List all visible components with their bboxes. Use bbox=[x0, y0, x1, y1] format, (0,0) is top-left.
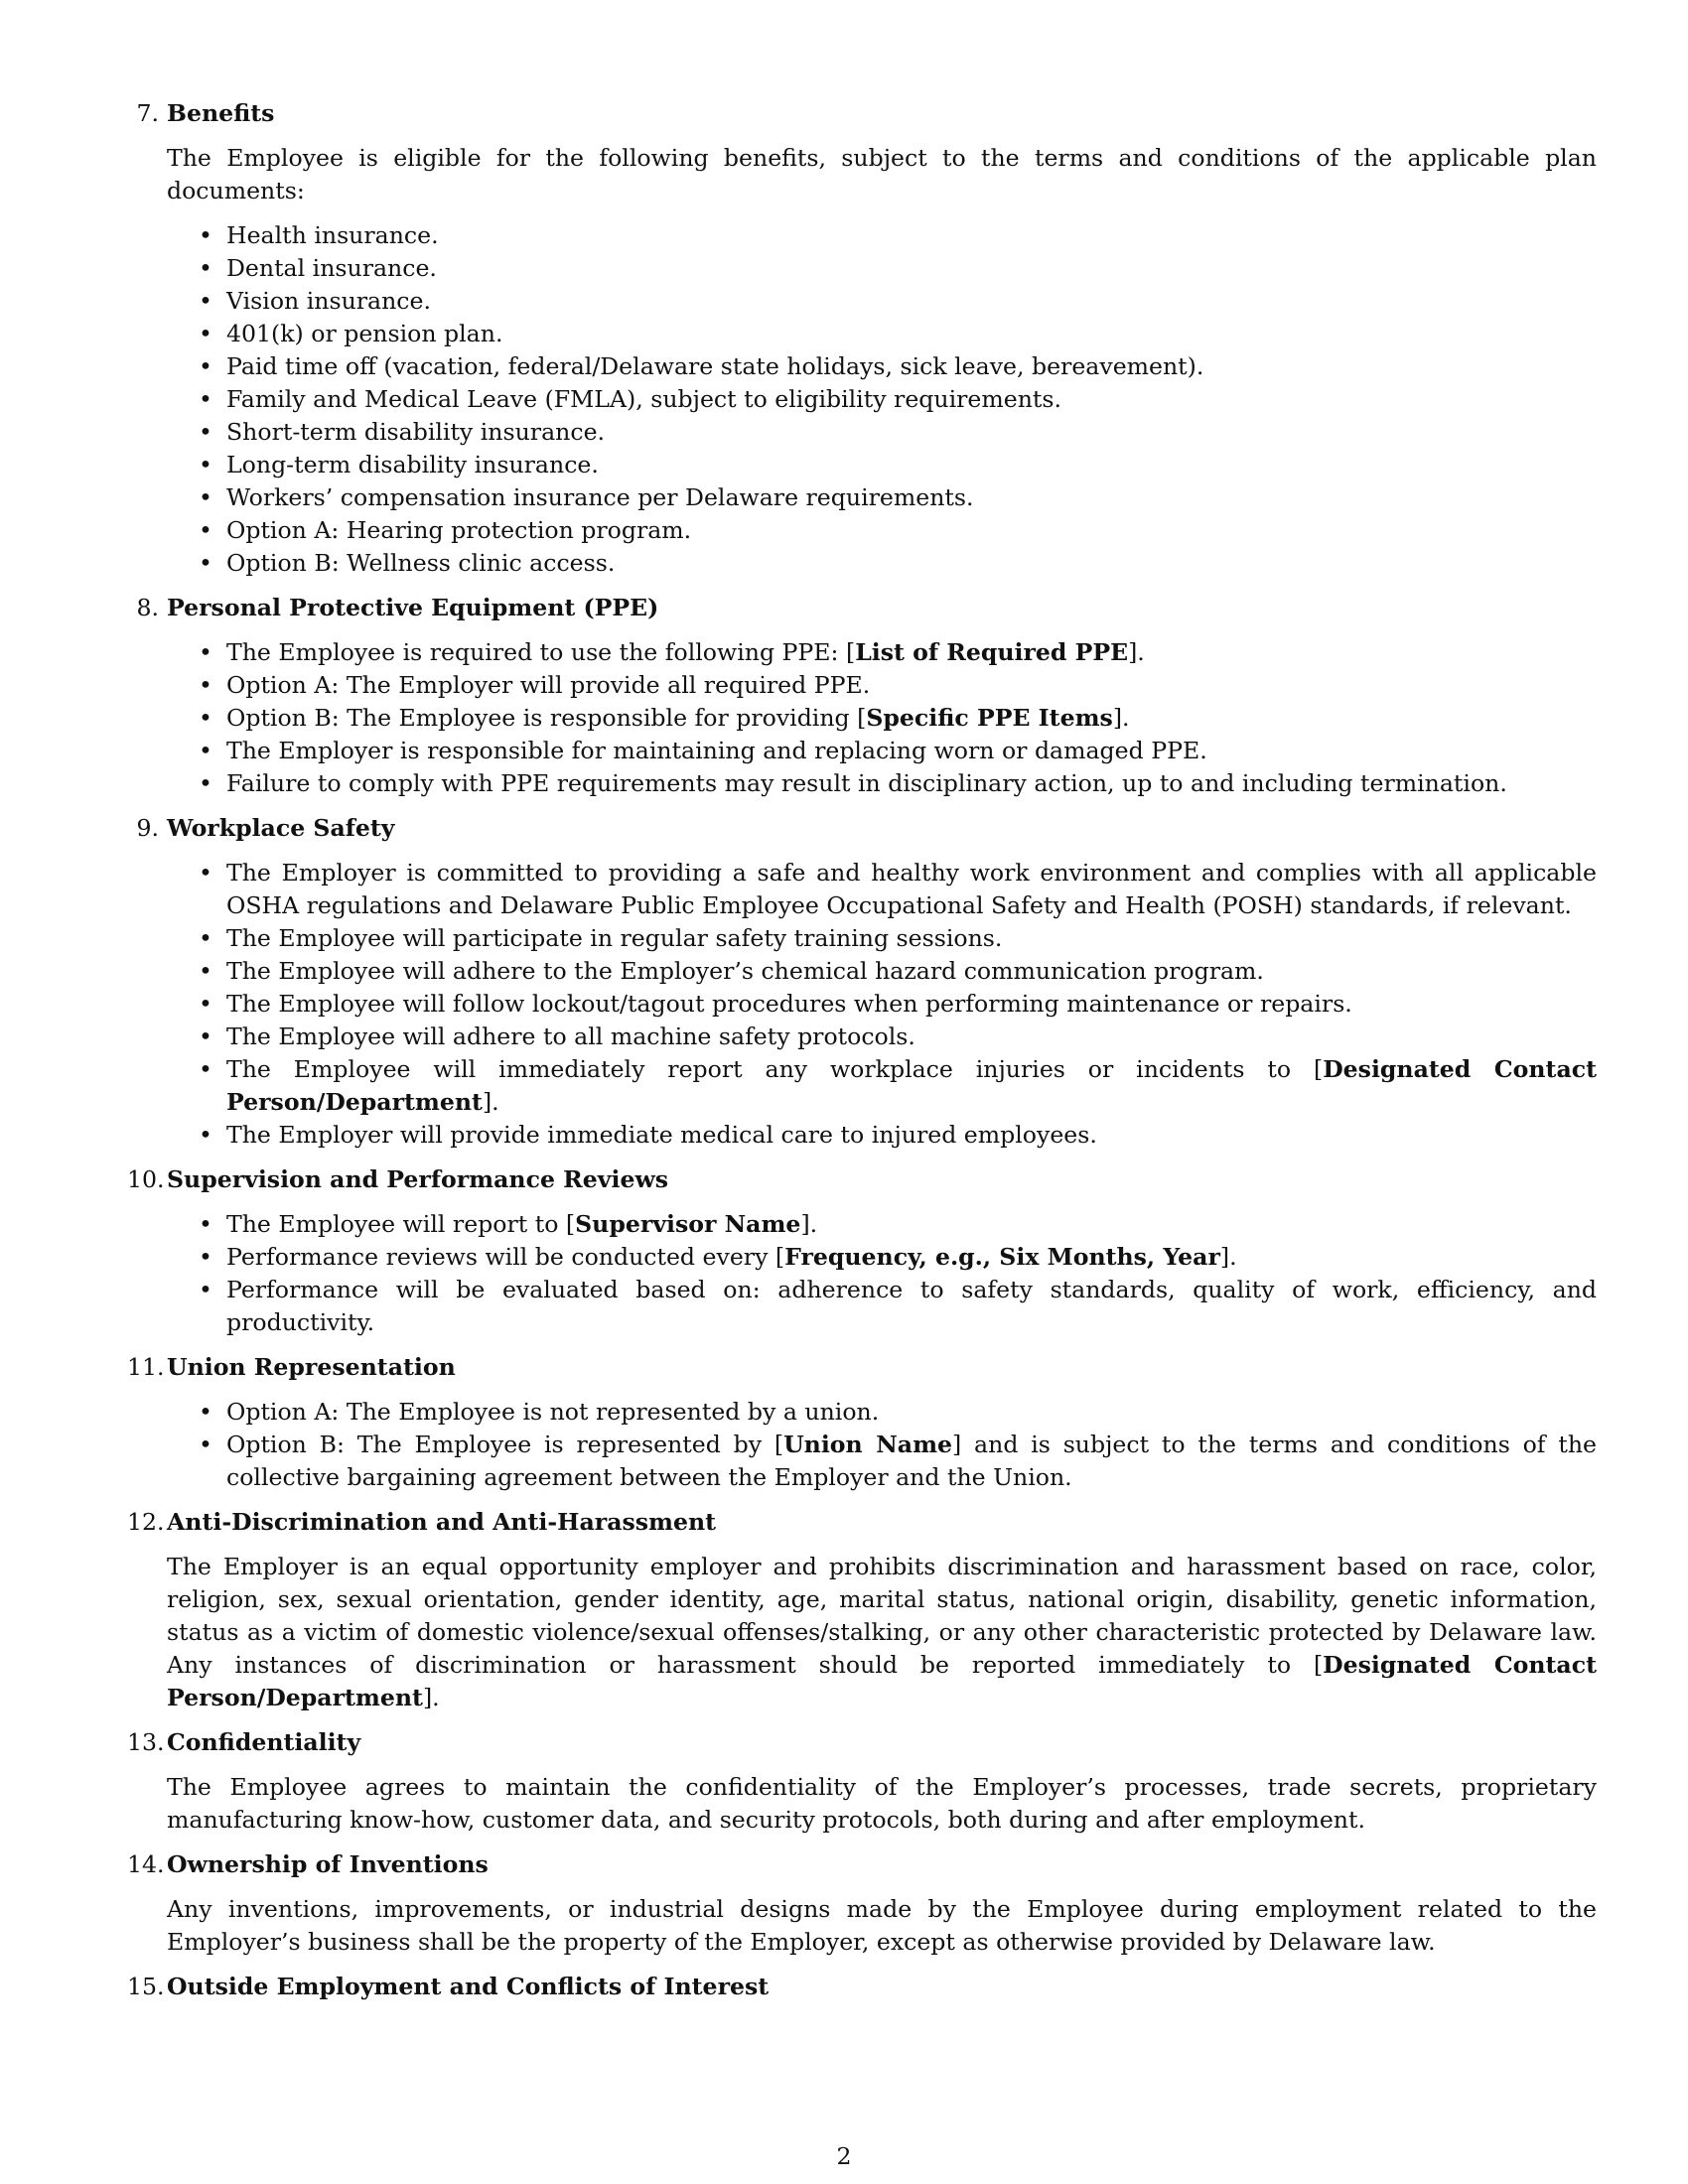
placeholder-field: Designated Contact Person/Department bbox=[226, 1055, 1597, 1116]
placeholder-field: Specific PPE Items bbox=[866, 704, 1113, 732]
list-item: • Performance will be evaluated based on: adherence to safety standards, quality of work, efficiency, and productivity. bbox=[167, 1274, 1597, 1339]
section-title: Benefits bbox=[167, 99, 275, 127]
text-run: ]. bbox=[1128, 638, 1145, 666]
bullet-list bbox=[167, 636, 1597, 800]
section-heading bbox=[127, 1163, 1597, 1196]
list-item: • Family and Medical Leave (FMLA), subject to eligibility requirements. bbox=[167, 383, 1597, 416]
section bbox=[127, 1726, 1597, 1837]
section-number: 7. bbox=[136, 99, 159, 127]
section-title: Anti-Discrimination and Anti-Harassment bbox=[167, 1508, 717, 1536]
text-run: ]. bbox=[1219, 1243, 1237, 1271]
section-paragraph: Any inventions, improvements, or industrial designs made by the Employee during employment related to the Employer’s business shall be the property of the Employer, except as otherwise provided by Delaware law. bbox=[167, 1895, 1597, 1956]
section-number: 15. bbox=[127, 1973, 165, 2000]
list-item: • Workers’ compensation insurance per Delaware requirements. bbox=[167, 481, 1597, 514]
list-item bbox=[167, 1241, 1597, 1274]
list-item bbox=[167, 636, 1597, 669]
section bbox=[127, 1163, 1597, 1339]
section-title: Outside Employment and Conflicts of Interest bbox=[167, 1973, 770, 2000]
text-run: The Employer is an equal opportunity employer and prohibits discrimination and harassment based on race, color, religion, sex, sexual orientation, gender identity, age, marital status, national origin, disability, genetic information, status as a victim of domestic violence/sexual offenses/stalking, or any other characteristic protected by Delaware law. Any instances of discrimination or harassment should be reported immediately to [ bbox=[167, 1553, 1597, 1679]
section bbox=[127, 1848, 1597, 1959]
section-number: 9. bbox=[136, 814, 159, 842]
list-item: • The Employer will provide immediate medical care to injured employees. bbox=[167, 1119, 1597, 1152]
placeholder-field: Designated Contact Person/Department bbox=[167, 1651, 1597, 1711]
text-run: ]. bbox=[1112, 704, 1130, 732]
placeholder-field: Frequency, e.g., Six Months, Year bbox=[784, 1243, 1220, 1271]
section-title: Workplace Safety bbox=[167, 814, 395, 842]
section-number: 8. bbox=[136, 594, 159, 621]
list-item: • 401(k) or pension plan. bbox=[167, 318, 1597, 350]
list-item: • Long-term disability insurance. bbox=[167, 449, 1597, 481]
list-item bbox=[167, 702, 1597, 735]
placeholder-field: Union Name bbox=[783, 1431, 953, 1458]
section-number: 14. bbox=[127, 1850, 165, 1878]
section-heading bbox=[127, 1848, 1597, 1881]
list-item: • The Employee will adhere to the Employer’s chemical hazard communication program. bbox=[167, 955, 1597, 988]
section-paragraph bbox=[167, 1551, 1597, 1714]
list-item: • The Employer is responsible for maintaining and replacing worn or damaged PPE. bbox=[167, 735, 1597, 767]
section bbox=[127, 1971, 1597, 2003]
section-number: 13. bbox=[127, 1728, 165, 1756]
section bbox=[127, 1506, 1597, 1714]
section-number: 10. bbox=[127, 1165, 165, 1193]
text-run: ]. bbox=[482, 1088, 499, 1116]
list-item bbox=[167, 1208, 1597, 1241]
section-paragraph: The Employee agrees to maintain the confidentiality of the Employer’s processes, trade secrets, proprietary manufacturing know-how, customer data, and security protocols, both during and after employment. bbox=[167, 1773, 1597, 1834]
section-heading bbox=[127, 1971, 1597, 2003]
bullet-list bbox=[167, 857, 1597, 1152]
section-heading bbox=[127, 1506, 1597, 1539]
section-title: Union Representation bbox=[167, 1353, 456, 1381]
list-item: • Health insurance. bbox=[167, 219, 1597, 252]
bullet-list bbox=[167, 1396, 1597, 1494]
placeholder-field: List of Required PPE bbox=[855, 638, 1129, 666]
section bbox=[127, 812, 1597, 1152]
list-item: • Option A: Hearing protection program. bbox=[167, 514, 1597, 547]
list-item bbox=[167, 1053, 1597, 1119]
section-heading bbox=[136, 812, 1597, 845]
text-run: Performance reviews will be conducted every [ bbox=[226, 1243, 785, 1271]
section-title: Personal Protective Equipment (PPE) bbox=[167, 594, 659, 621]
list-item: • The Employee will follow lockout/tagout procedures when performing maintenance or repairs. bbox=[167, 988, 1597, 1021]
text-run: The Employee will report to [ bbox=[226, 1210, 576, 1238]
section-heading bbox=[136, 97, 1597, 130]
text-run: ]. bbox=[422, 1684, 440, 1711]
section-heading bbox=[127, 1726, 1597, 1759]
text-run: ] and is subject to the terms and conditions of the collective bargaining agreement between the Employer and the Union. bbox=[226, 1431, 1597, 1491]
list-item: • The Employee will participate in regular safety training sessions. bbox=[167, 922, 1597, 955]
list-item: • The Employer is committed to providing a safe and healthy work environment and complies with all applicable OSHA regulations and Delaware Public Employee Occupational Safety and Health (POSH) standards, if relevant. bbox=[167, 857, 1597, 922]
section-title: Confidentiality bbox=[167, 1728, 361, 1756]
document-body bbox=[127, 97, 1597, 2015]
list-item: • Option A: The Employer will provide all required PPE. bbox=[167, 669, 1597, 702]
text-run: The Employee is required to use the following PPE: [ bbox=[226, 638, 856, 666]
bullet-list bbox=[167, 219, 1597, 580]
list-item: • The Employee will adhere to all machine safety protocols. bbox=[167, 1021, 1597, 1053]
text-run: Option B: The Employee is represented by [ bbox=[226, 1431, 784, 1458]
section bbox=[127, 97, 1597, 580]
list-item: • Option A: The Employee is not represented by a union. bbox=[167, 1396, 1597, 1429]
section-title: Supervision and Performance Reviews bbox=[167, 1165, 669, 1193]
list-item bbox=[167, 1429, 1597, 1494]
section-heading bbox=[127, 1351, 1597, 1384]
list-item: • Vision insurance. bbox=[167, 285, 1597, 318]
section-title: Ownership of Inventions bbox=[167, 1850, 489, 1878]
placeholder-field: Supervisor Name bbox=[575, 1210, 801, 1238]
text-run: ]. bbox=[800, 1210, 818, 1238]
list-item: • Failure to comply with PPE requirements may result in disciplinary action, up to and including termination. bbox=[167, 767, 1597, 800]
section-intro: The Employee is eligible for the following benefits, subject to the terms and conditions of the applicable plan documents: bbox=[167, 144, 1597, 205]
section-heading bbox=[136, 592, 1597, 624]
section bbox=[127, 1351, 1597, 1494]
list-item: • Dental insurance. bbox=[167, 252, 1597, 285]
list-item: • Option B: Wellness clinic access. bbox=[167, 547, 1597, 580]
text-run: Option B: The Employee is responsible for providing [ bbox=[226, 704, 867, 732]
list-item: • Paid time off (vacation, federal/Delaware state holidays, sick leave, bereavement). bbox=[167, 350, 1597, 383]
section bbox=[127, 592, 1597, 800]
list-item: • Short-term disability insurance. bbox=[167, 416, 1597, 449]
page-number: 2 bbox=[836, 2142, 852, 2170]
bullet-list bbox=[167, 1208, 1597, 1339]
text-run: The Employee will immediately report any workplace injuries or incidents to [ bbox=[226, 1055, 1324, 1083]
section-number: 11. bbox=[127, 1353, 165, 1381]
section-number: 12. bbox=[127, 1508, 165, 1536]
